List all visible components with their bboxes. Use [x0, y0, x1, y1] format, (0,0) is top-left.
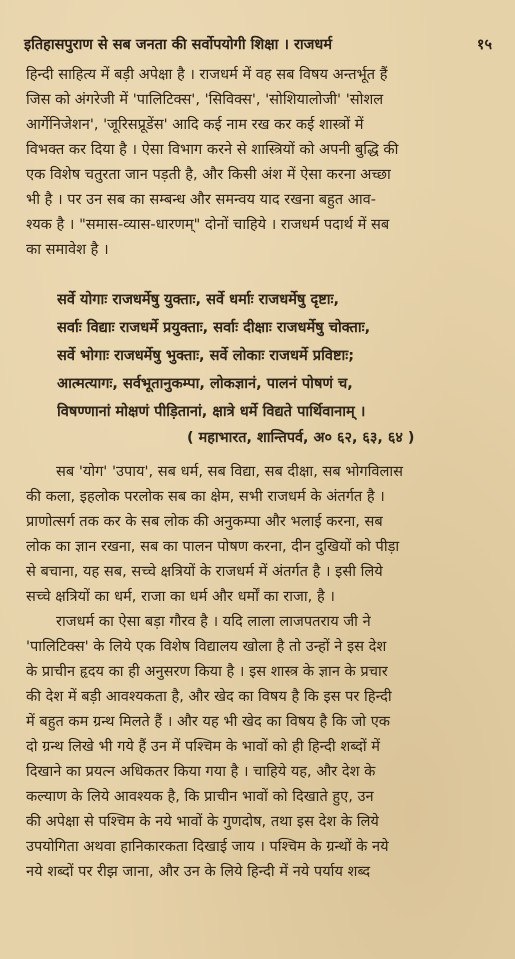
text-line: एक विशेष चतुरता जान पड़ती है, और किसी अंश में ऐसा करना अच्छा — [26, 166, 391, 183]
text-line: 'पालिटिक्स' के लिये एक विशेष विद्यालय खोला है तो उन्हों ने इस देश — [26, 638, 387, 655]
text-line: श्यक है । "समास-व्यास-धारणम्" दोनों चाहिये । राजधर्म पदार्थ में सब — [26, 216, 390, 233]
body-continued — [26, 459, 492, 884]
page-number: १५ — [476, 37, 492, 53]
paragraph-1 — [26, 62, 492, 262]
text-line: के प्राचीन हृदय का ही अनुसरण किया है । इस शास्त्र के ज्ञान के प्रचार — [26, 663, 388, 680]
text-line: से बचाना, यह सब, सच्चे क्षत्रियों के राजधर्म में अंतर्गत है । इसी लिये — [26, 563, 383, 580]
text-line: जिस को अंगरेजी में 'पालिटिक्स', 'सिविक्स', 'सोशियालोजी' 'सोशल — [26, 91, 384, 108]
verse-line: सर्वे भोगाः राजधर्मेषु भुक्ताः, सर्वे लोकाः राजधर्मे प्रविष्टाः; — [57, 347, 355, 364]
text-line: का समावेश है । — [26, 241, 109, 258]
text-line: की कला, इहलोक परलोक सब का क्षेम, सभी राजधर्म के अंतर्गत है । — [26, 488, 385, 505]
text-line: में बहुत कम ग्रन्थ मिलते हैं । और यह भी खेद का विषय है कि जो एक — [26, 713, 390, 730]
verse-line: सर्वाः विद्याः राजधर्मे प्रयुक्ताः, सर्वाः दीक्षाः राजधर्मेषु चोक्ताः, — [57, 319, 371, 336]
text-line: विभक्त कर दिया है । ऐसा विभाग करने से शास्त्रियों को अपनी बुद्धि की — [26, 141, 399, 158]
verse-citation: ( महाभारत, शान्तिपर्व, अ० ६२, ६३, ६४ ) — [187, 430, 415, 446]
verse-line: सर्वे योगाः राजधर्मेषु युक्ताः, सर्वे धर्माः राजधर्मेषु दृष्टाः, — [57, 291, 339, 308]
running-head — [24, 34, 492, 56]
text-line: भी है । पर उन सब का सम्बन्ध और समन्वय याद रखना बहुत आव- — [26, 191, 377, 208]
verse-line: आत्मत्यागः, सर्वभूतानुकम्पा, लोकज्ञानं, पालनं पोषणं च, — [57, 375, 353, 392]
text-line: नये शब्दों पर रीझ जाना, और उन के लिये हिन्दी में नये पर्याय शब्द — [26, 863, 371, 880]
text-line: की देश में बड़ी आवश्यकता है, और खेद का विषय है कि इस पर हिन्दी — [26, 688, 392, 705]
verse-line: विषण्णानां मोक्षणं पीड़ितानां, क्षात्रे धर्मे विद्यते पार्थिवानाम् । — [57, 403, 366, 420]
text-line: राजधर्म का ऐसा बड़ा गौरव है । यदि लाला लाजपतराय जी ने — [56, 613, 371, 630]
text-line: आर्गेनिजेशन', 'जूरिसप्रूडेंस' आदि कई नाम रख कर कई शास्त्रों में — [26, 116, 364, 133]
text-line: सब 'योग' 'उपाय', सब धर्म, सब विद्या, सब दीक्षा, सब भोगविलास — [56, 463, 404, 480]
text-line: प्राणोत्सर्ग तक कर के सब लोक की अनुकम्पा और भलाई करना, सब — [26, 513, 383, 530]
sanskrit-verse — [57, 286, 497, 426]
text-line: कल्याण के लिये आवश्यक है, कि प्राचीन भावों को दिखाते हुए, उन — [26, 788, 374, 805]
text-line: उपयोगिता अथवा हानिकारकता दिखाई जाय । पश्चिम के ग्रन्थों के नये — [26, 838, 389, 855]
text-line: की अपेक्षा से पश्चिम के नये भावों के गुणदोष, तथा इस देश के लिये — [26, 813, 379, 830]
text-line: सच्चे क्षत्रियों का धर्म, राजा का धर्म और धर्मों का राजा, है । — [26, 588, 335, 605]
text-line: दिखाने का प्रयत्न अधिकतर किया गया है । चाहिये यह, और देश के — [26, 763, 376, 780]
text-line: हिन्दी साहित्य में बड़ी अपेक्षा है । राजधर्म में वह सब विषय अन्तर्भूत हैं — [26, 66, 388, 83]
text-line: लोक का ज्ञान रखना, सब का पालन पोषण करना, दीन दुखियों को पीड़ा — [26, 538, 400, 555]
text-line: दो ग्रन्थ लिखे भी गये हैं उन में पश्चिम के भावों को ही हिन्दी शब्दों में — [26, 738, 381, 755]
running-head-title: इतिहासपुराण से सब जनता की सर्वोपयोगी शिक्षा । राजधर्म — [24, 37, 333, 53]
